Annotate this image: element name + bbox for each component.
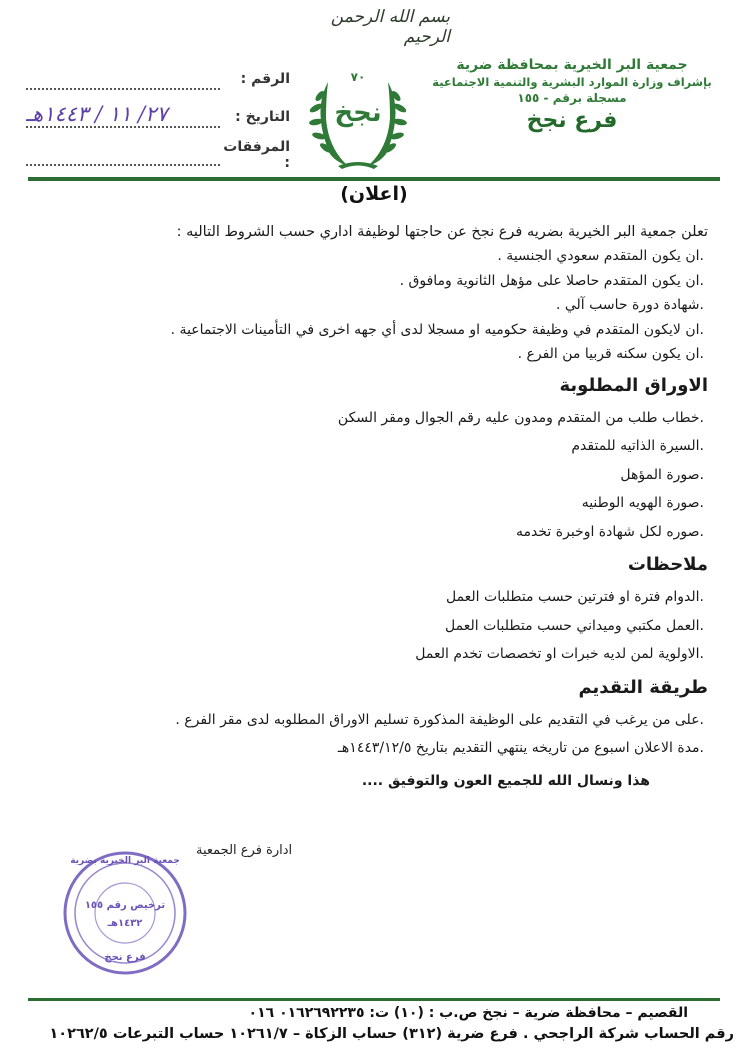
basmala: بسم الله الرحمن الرحيم — [330, 7, 450, 47]
org-name: جمعية البر الخيرية بمحافظة ضرية — [456, 57, 688, 73]
reference-number-field — [20, 60, 290, 98]
org-registration: مسجلة برقم - ١٥٥ — [517, 91, 627, 105]
attachments-field — [20, 136, 290, 174]
required-documents-list — [68, 404, 708, 547]
stamp-line: ترخيص رقم ١٥٥ — [84, 900, 166, 911]
application-method-list — [68, 706, 708, 763]
org-supervision: بإشراف وزارة الموارد البشرية والتنمية الاجتماعية — [432, 75, 712, 89]
header-divider — [28, 177, 720, 181]
notes-heading: ملاحظات — [627, 554, 708, 575]
application-method-heading: طريقة التقديم — [578, 676, 708, 698]
condition-item: .ان يكون سكنه قربيا من الفرع . — [517, 346, 704, 362]
organization-logo — [298, 62, 418, 174]
list-item: .صورة المؤهل — [620, 466, 704, 483]
closing-text: هذا ونسال الله للجميع العون والتوفيق .... — [361, 772, 650, 789]
organization-header — [422, 56, 722, 136]
footer-address: القصيم – محافظة ضرية – نجخ ص.ب : (١٠) ت: ٠١٦٢٦٩٢٢٣٥ ٠١٦ — [248, 1005, 688, 1021]
official-stamp — [60, 848, 190, 978]
date-label: التاريخ : — [235, 109, 290, 125]
date-field — [20, 98, 290, 136]
list-item: .صورة الهويه الوطنيه — [581, 495, 704, 511]
logo-text: نجخ — [334, 98, 382, 128]
document-meta — [20, 60, 290, 174]
stamp-line: ١٤٣٢هـ — [107, 918, 143, 929]
required-documents-heading: الاوراق المطلوبة — [559, 374, 708, 396]
reference-number-label: الرقم : — [240, 71, 290, 87]
footer-divider — [28, 998, 720, 1001]
condition-item: .شهادة دورة حاسب آلي . — [555, 297, 704, 313]
announcement-title: (اعلان) — [340, 183, 408, 205]
list-item: .السيرة الذاتيه للمتقدم — [571, 438, 704, 454]
footer — [10, 1003, 734, 1045]
org-branch: فرع نجخ — [526, 108, 618, 133]
list-item: .خطاب طلب من المتقدم ومدون عليه رقم الجوال ومقر السكن — [337, 409, 704, 426]
intro-text: تعلن جمعية البر الخيرية بضريه فرع نجخ عن حاجتها لوظيفة اداري حسب الشروط التاليه : — [176, 224, 708, 240]
footer-bank-accounts: رقم الحساب شركة الراجحي . فرع ضرية (٣١٢) حساب الزكاة – ١٠٢٦١/٧ حساب التبرعات ١٠٢٦٢/٥ — [49, 1026, 734, 1042]
list-item: .على من يرغب في التقديم على الوظيفة المذكورة تسليم الاوراق المطلوبه لدى مقر الفرع . — [175, 711, 704, 728]
stamp-line: فرع نجخ — [104, 952, 146, 963]
attachments-label: المرفقات : — [223, 139, 290, 171]
list-item: .صوره لكل شهادة اوخبرة تخدمه — [516, 523, 704, 540]
signature-label: ادارة فرع الجمعية — [196, 843, 293, 858]
announcement-body — [68, 222, 708, 789]
list-item: .مدة الاعلان اسبوع من تاريخه ينتهي التقديم بتاريخ ١٤٤٣/١٢/٥هـ — [337, 740, 704, 756]
date-value: ٢٧/ ١١ / ١٤٤٣هـ — [26, 102, 168, 126]
condition-item: .ان لايكون المتقدم في وظيفة حكوميه او مسجلا لدى أي جهه اخرى في التأمينات الاجتماعية . — [170, 321, 704, 338]
conditions-list — [68, 244, 708, 367]
list-item: .الاولوية لمن لديه خبرات او تخصصات تخدم العمل — [415, 646, 704, 662]
list-item: .العمل مكتبي وميداني حسب متطلبات العمل — [445, 617, 704, 634]
condition-item: .ان يكون المتقدم حاصلا على مؤهل الثانوية ومافوق . — [399, 272, 704, 289]
list-item: .الدوام فترة او فترتين حسب متطلبات العمل — [445, 589, 704, 605]
logo-number: ٧٠ — [350, 70, 366, 84]
notes-list — [68, 583, 708, 669]
condition-item: .ان يكون المتقدم سعودي الجنسية . — [497, 248, 704, 264]
stamp-line: جمعية البر الخيرية بضرية — [70, 856, 180, 866]
